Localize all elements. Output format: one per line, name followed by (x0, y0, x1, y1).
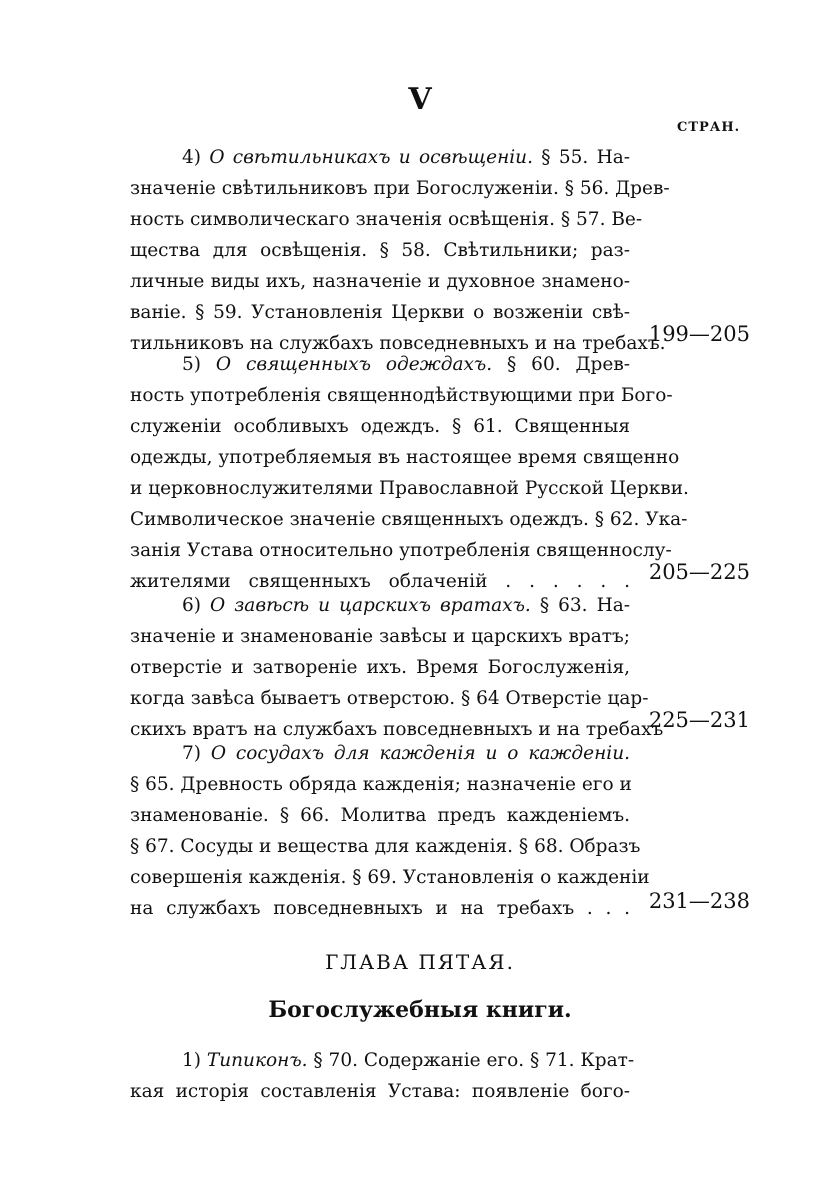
chapter-heading: ГЛАВА ПЯТАЯ. (325, 950, 515, 974)
toc-entry-4 (130, 142, 670, 359)
page-range: 231—238 (648, 889, 750, 913)
toc-line: личные виды ихъ, назначеніе и духовное знамено- (130, 271, 630, 292)
toc-line: жителями священныхъ облаченій . . . . . . (130, 571, 630, 592)
toc-line: § 65. Древность обряда кажденія; назначеніе его и (130, 774, 632, 795)
toc-line: занія Устава относительно употребленія священнослу- (130, 540, 672, 561)
toc-line: щества для освѣщенія. § 58. Свѣтильники; раз- (130, 240, 630, 261)
toc-line: кая исторія составленія Устава: появленіе бого- (130, 1081, 630, 1102)
toc-line: 5) О священныхъ одеждахъ. § 60. Древ- (182, 354, 630, 375)
toc-line: ность употребленія священнодѣйствующими при Бого- (130, 385, 673, 406)
toc-line: одежды, употребляемыя въ настоящее время священно (130, 447, 680, 468)
toc-entry-title: О завѣсѣ и царскихъ вратахъ. (210, 595, 531, 616)
toc-line: отверстіе и затвореніе ихъ. Время Богослуженія, (130, 657, 630, 678)
toc-line: знаменованіе. § 66. Молитва предъ кажденіемъ. (130, 805, 630, 826)
toc-entry-5 (130, 349, 689, 597)
toc-line: 7) О сосудахъ для кажденія и о кажденіи. (182, 743, 630, 764)
pages-column-header: СТРАН. (677, 120, 741, 135)
toc-line: когда завѣса бываетъ отверстою. § 64 Отверстіе цар- (130, 688, 649, 709)
toc-line: ность символическаго значенія освѣщенія. § 57. Ве- (130, 209, 643, 230)
toc-entry-title: О свѣтильникахъ и освѣщеніи. (209, 147, 533, 168)
toc-line: скихъ вратъ на службахъ повседневныхъ и на требахъ (130, 719, 664, 740)
toc-line: на службахъ повседневныхъ и на требахъ . . . (130, 898, 630, 919)
toc-line: ваніе. § 59. Установленія Церкви о возженіи свѣ- (130, 302, 630, 323)
toc-line: 6) О завѣсѣ и царскихъ вратахъ. § 63. На- (182, 595, 630, 616)
toc-line: значеніе и знаменованіе завѣсы и царскихъ вратъ; (130, 626, 630, 647)
page-range: 205—225 (648, 560, 750, 584)
page-range: 225—231 (648, 708, 750, 732)
toc-line: служеніи особливыхъ одеждъ. § 61. Священныя (130, 416, 630, 437)
toc-line: 4) О свѣтильникахъ и освѣщеніи. § 55. На- (182, 147, 630, 168)
toc-line: 1) Типиконъ. § 70. Содержаніе его. § 71. Крат- (182, 1050, 635, 1071)
toc-line: Символическое значеніе священныхъ одеждъ. § 62. Ука- (130, 509, 688, 530)
toc-entry-6 (130, 590, 664, 745)
toc-entry-title: Типиконъ. (206, 1050, 308, 1071)
toc-entry-title: О священныхъ одеждахъ. (215, 354, 493, 375)
toc-line: значеніе свѣтильниковъ при Богослуженіи. § 56. Древ- (130, 178, 670, 199)
toc-line: совершенія кажденія. § 69. Установленія о кажденіи (130, 867, 650, 888)
toc-entry-typikon (130, 1045, 635, 1107)
toc-line: и церковнослужителями Православной Русской Церкви. (130, 478, 689, 499)
toc-entry-title: О сосудахъ для кажденія и о кажденіи. (210, 743, 630, 764)
toc-line: § 67. Сосуды и вещества для кажденія. § 68. Образъ (130, 836, 641, 857)
page-number: V (408, 82, 432, 117)
toc-line: тильниковъ на службахъ повседневныхъ и на требахъ. (130, 333, 666, 354)
chapter-title: Богослужебныя книги. (268, 997, 572, 1023)
toc-entry-7 (130, 738, 650, 924)
page-range: 199—205 (648, 322, 750, 346)
